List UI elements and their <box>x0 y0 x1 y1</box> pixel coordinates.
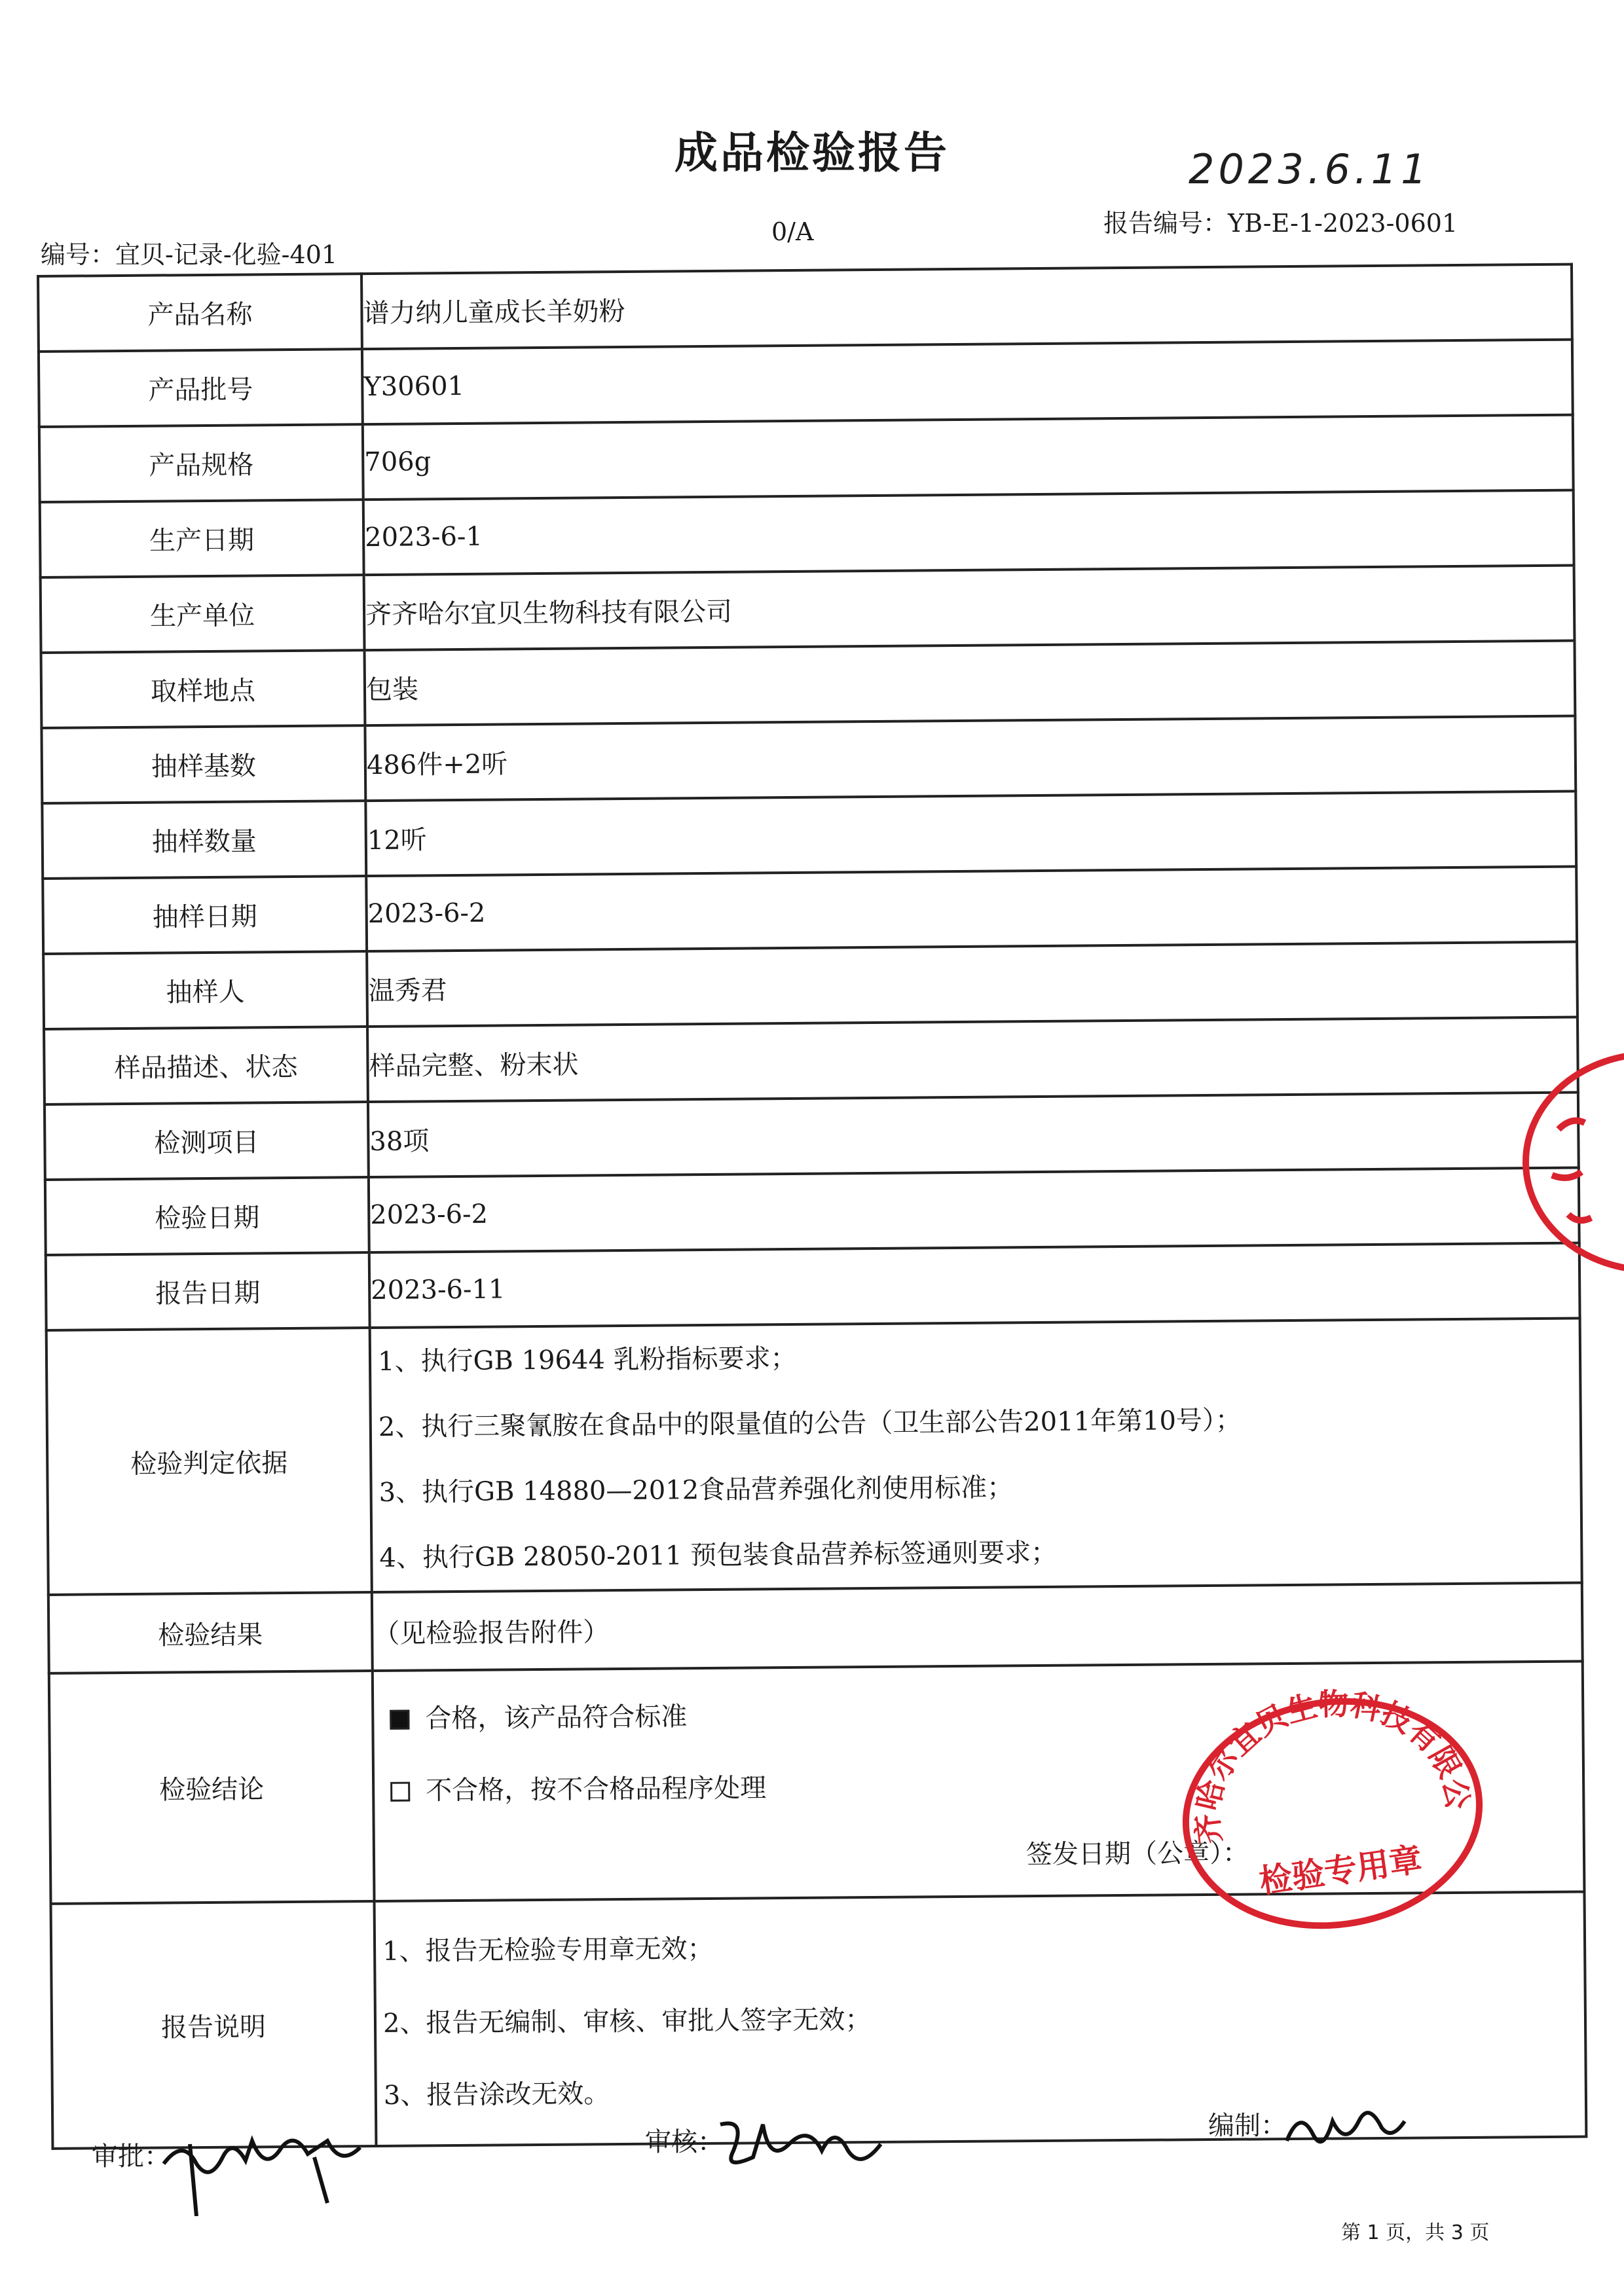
field-value: 12听 <box>365 792 1576 877</box>
document-title: 成品检验报告 <box>674 127 950 178</box>
page-info: 第 1 页，共 3 页 <box>1341 2221 1490 2244</box>
compiler-signature <box>1280 2095 1411 2160</box>
note-item: 1、报告无检验专用章无效； <box>382 1933 714 1967</box>
field-value: 2023-6-1 <box>363 490 1574 575</box>
field-label: 生产日期 <box>40 500 364 577</box>
field-value: 706g <box>363 415 1574 500</box>
handwritten-sign-date: 2023.6.11 <box>1189 145 1431 193</box>
stamp-org-text: 齐齐哈尔宜贝生物科技有限公司 <box>1189 1686 1476 1846</box>
result-value: （见检验报告附件） <box>372 1583 1583 1671</box>
fail-option-label: 不合格，按不合格品程序处理 <box>426 1773 767 1806</box>
basis-item: 3、执行GB 14880—2012食品营养强化剂使用标准； <box>378 1472 1014 1508</box>
basis-label: 检验判定依据 <box>46 1328 372 1595</box>
table-row <box>41 716 1576 803</box>
reviewer-signature <box>714 2105 910 2183</box>
table-row <box>39 340 1573 427</box>
notes-label: 报告说明 <box>51 1901 377 2149</box>
conclusion-label: 检验结论 <box>49 1671 375 1904</box>
pass-option-label: 合格，该产品符合标准 <box>425 1702 688 1734</box>
table-row <box>43 942 1578 1029</box>
field-value: Y30601 <box>362 340 1573 425</box>
report-number: 报告编号：YB-E-1-2023-0601 <box>1103 209 1458 238</box>
table-row <box>38 264 1572 352</box>
checked-box-icon <box>390 1710 409 1730</box>
unchecked-box-icon <box>390 1782 410 1802</box>
note-item: 3、报告涂改无效。 <box>383 2079 610 2111</box>
inspection-stamp <box>1175 1683 1490 1931</box>
basis-item: 1、执行GB 19644 乳粉指标要求； <box>377 1343 797 1377</box>
field-value: 样品完整、粉末状 <box>367 1017 1578 1102</box>
table-row <box>46 1243 1580 1330</box>
table-row <box>45 1093 1579 1180</box>
note-item: 2、报告无编制、审核、审批人签字无效； <box>382 2005 872 2039</box>
table-row <box>45 1168 1579 1255</box>
field-label: 取样地点 <box>41 650 365 728</box>
svg-text:齐齐哈尔宜贝生物科技有限公司 <box>1175 1683 1476 1851</box>
field-label: 检测项目 <box>45 1102 369 1180</box>
field-value: 38项 <box>368 1093 1579 1178</box>
field-value: 2023-6-11 <box>369 1243 1580 1328</box>
compiler-label: 编制： <box>1208 2111 1287 2141</box>
field-value: 486件+2听 <box>365 716 1576 801</box>
field-label: 抽样日期 <box>43 876 367 954</box>
record-number: 编号：宜贝-记录-化验-401 <box>41 240 338 269</box>
field-label: 产品批号 <box>39 349 363 427</box>
field-label: 生产单位 <box>41 575 365 653</box>
field-value: 2023-6-2 <box>369 1168 1579 1253</box>
field-label: 报告日期 <box>46 1252 370 1330</box>
field-label: 产品规格 <box>39 424 363 502</box>
approver-label: 审批： <box>92 2141 170 2172</box>
sign-date-label: 签发日期（公章）： <box>1025 1838 1249 1870</box>
partial-stamp <box>1506 1044 1624 1280</box>
basis-item: 4、执行GB 28050-2011 预包装食品营养标签通则要求； <box>379 1537 1058 1573</box>
table-row <box>41 641 1576 728</box>
basis-item: 2、执行三聚氰胺在食品中的限量值的公告（卫生部公告2011年第10号）； <box>378 1405 1242 1442</box>
field-value: 温秀君 <box>367 942 1578 1027</box>
pass-option <box>390 1696 687 1736</box>
field-label: 检验日期 <box>45 1177 369 1255</box>
table-row <box>41 566 1575 653</box>
table-row <box>44 1017 1578 1104</box>
field-value: 2023-6-2 <box>366 867 1577 952</box>
fail-option <box>390 1767 766 1808</box>
result-row <box>48 1583 1583 1673</box>
result-label: 检验结果 <box>48 1592 373 1673</box>
table-row <box>39 415 1574 502</box>
field-label: 产品名称 <box>38 274 362 352</box>
field-label: 抽样数量 <box>42 801 366 879</box>
field-value: 包装 <box>365 641 1576 726</box>
field-value: 齐齐哈尔宜贝生物科技有限公司 <box>364 566 1575 651</box>
field-label: 样品描述、状态 <box>44 1027 368 1104</box>
table-row <box>40 490 1574 577</box>
table-row <box>43 867 1577 954</box>
stamp-purpose-text: 检验专用章 <box>1257 1840 1425 1901</box>
field-value: 谱力纳儿童成长羊奶粉 <box>361 264 1572 350</box>
document-version: 0/A <box>771 217 814 246</box>
approver-signature <box>157 2118 367 2216</box>
basis-row <box>46 1319 1582 1595</box>
basis-list <box>370 1319 1582 1593</box>
reviewer-label: 审核： <box>645 2127 724 2157</box>
field-label: 抽样人 <box>43 951 367 1029</box>
table-row <box>42 792 1576 879</box>
field-label: 抽样基数 <box>41 725 365 803</box>
